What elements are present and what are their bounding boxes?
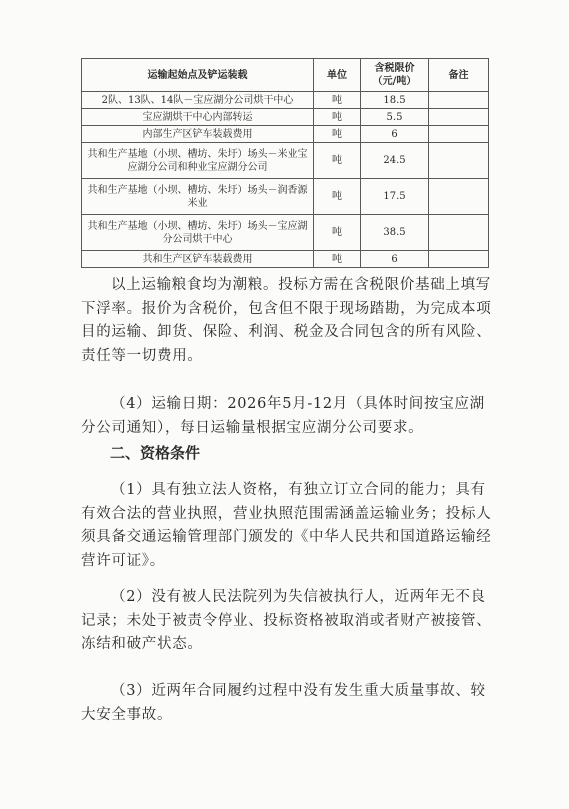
paragraph-qualification-1: （1）具有独立法人资格，有独立订立合同的能力；具有有效合法的营业执照，营业执照范围需涵盖运输业务；投标人须具备交通运输管理部门颁发的《中华人民共和国道路运输经营许可证》。 [81, 482, 492, 570]
cell-unit: 吨 [314, 251, 361, 268]
cell-route: 宝应湖烘干中心内部转运 [82, 109, 314, 126]
cell-price: 18.5 [361, 92, 429, 109]
cell-price: 38.5 [361, 215, 429, 251]
cell-price: 6 [361, 251, 429, 268]
cell-route: 共和生产基地（小坝、槽坊、朱圩）场头－润香源米业 [82, 179, 314, 215]
header-price: 含税限价（元/吨） [361, 59, 429, 92]
table-row [82, 251, 489, 268]
cell-note [429, 143, 489, 179]
cell-route: 共和生产基地（小坝、槽坊、朱圩）场头－宝应湖分公司烘干中心 [82, 215, 314, 251]
header-route: 运输起始点及铲运装载 [82, 59, 314, 92]
paragraph-qualification-3: （3）近两年合同履约过程中没有发生重大质量事故、较大安全事故。 [81, 683, 486, 723]
cell-note [429, 109, 489, 126]
cell-unit: 吨 [314, 109, 361, 126]
table-header-row [82, 59, 489, 92]
table-row [82, 109, 489, 126]
table-row [82, 126, 489, 143]
table-row [82, 215, 489, 251]
cell-unit: 吨 [314, 143, 361, 179]
cell-price: 24.5 [361, 143, 429, 179]
cell-price: 17.5 [361, 179, 429, 215]
cell-note [429, 92, 489, 109]
paragraph-transport-date: （4）运输日期：2026年5月-12月（具体时间按宝应湖分公司通知），每日运输量根据宝应湖分公司要求。 [81, 396, 485, 436]
header-note: 备注 [429, 59, 489, 92]
paragraph-grain-note: 以上运输粮食均为潮粮。投标方需在含税限价基础上填写下浮率。报价为含税价，包含但不限于现场踏勘，为完成本项目的运输、卸货、保险、利润、税金及合同包含的所有风险、责任等一切费用。 [81, 277, 492, 365]
cell-note [429, 215, 489, 251]
rate-table [81, 58, 489, 268]
cell-price: 5.5 [361, 109, 429, 126]
header-unit: 单位 [314, 59, 361, 92]
cell-route: 共和生产基地（小坝、槽坊、朱圩）场头－米业宝应湖分公司和种业宝应湖分公司 [82, 143, 314, 179]
section-heading-qualifications: 二、资格条件 [110, 444, 201, 462]
paragraph-qualification-2: （2）没有被人民法院列为失信被执行人，近两年无不良记录；未处于被责令停业、投标资格被取消或者财产被接管、冻结和破产状态。 [81, 589, 492, 653]
cell-route: 内部生产区铲车装载费用 [82, 126, 314, 143]
cell-note [429, 251, 489, 268]
cell-note [429, 126, 489, 143]
cell-unit: 吨 [314, 215, 361, 251]
cell-price: 6 [361, 126, 429, 143]
cell-unit: 吨 [314, 179, 361, 215]
cell-route: 共和生产区铲车装载费用 [82, 251, 314, 268]
table-row [82, 92, 489, 109]
cell-unit: 吨 [314, 92, 361, 109]
table-row [82, 179, 489, 215]
cell-route: 2队、13队、14队－宝应湖分公司烘干中心 [82, 92, 314, 109]
table-row [82, 143, 489, 179]
cell-unit: 吨 [314, 126, 361, 143]
cell-note [429, 179, 489, 215]
